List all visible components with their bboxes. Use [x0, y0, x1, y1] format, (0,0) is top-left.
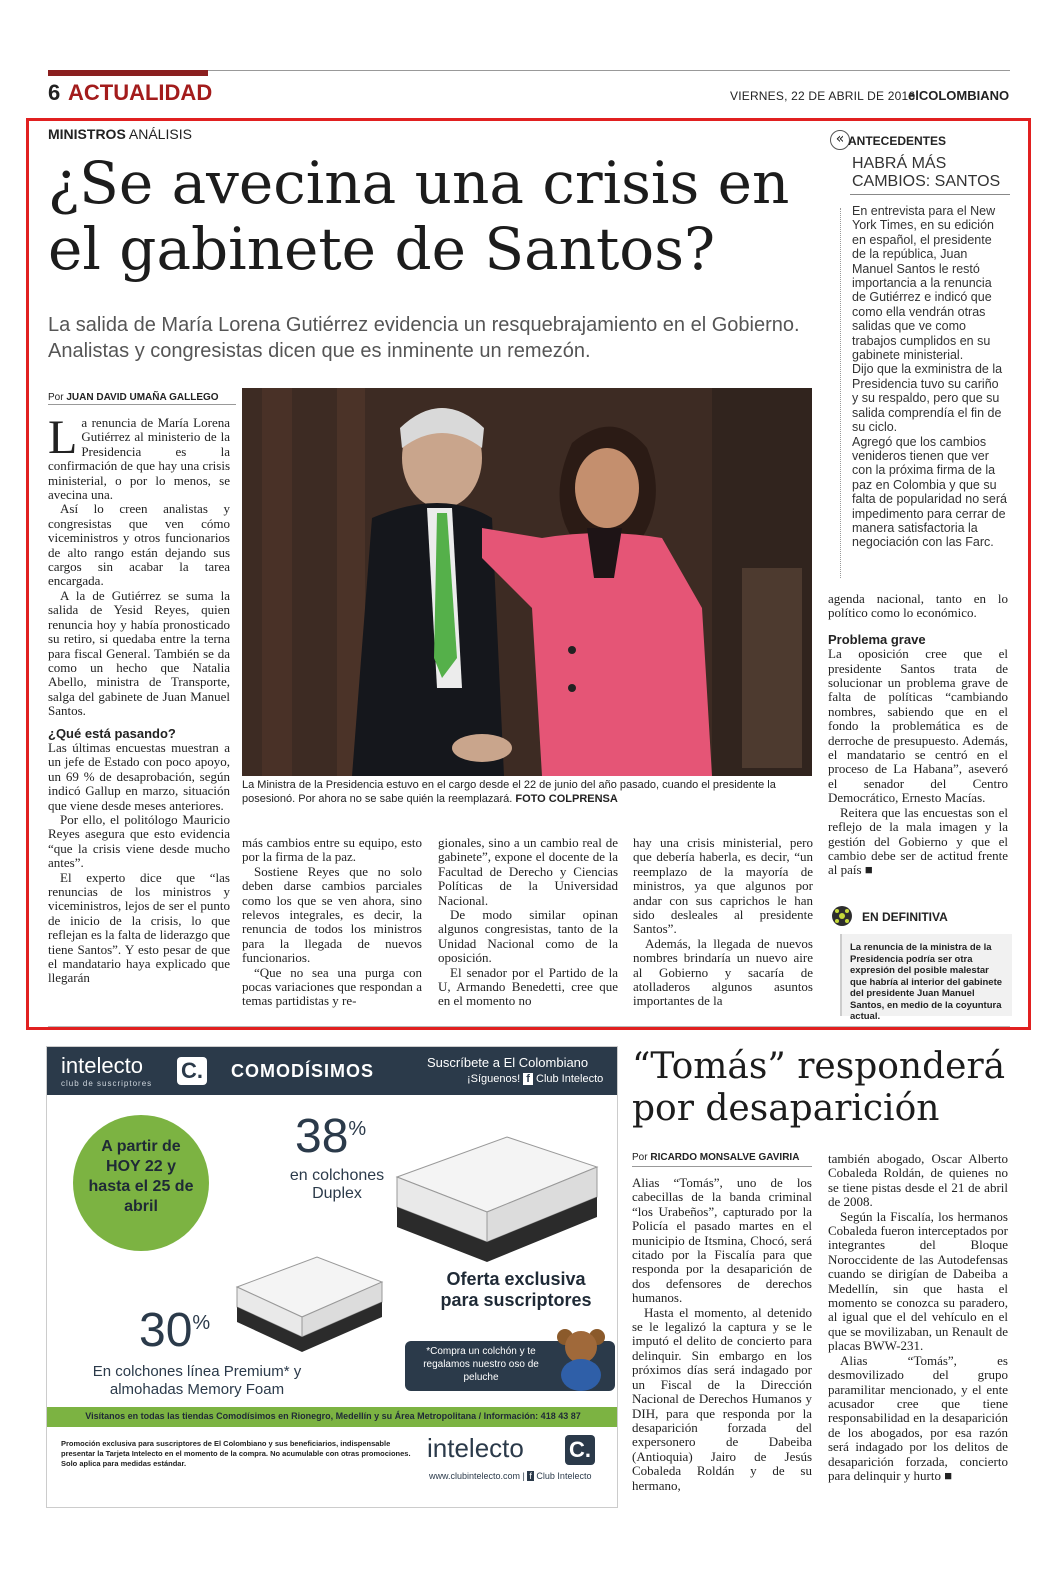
- paragraph: Alias “Tomás”, es desmovilizado del grupo paramilitar mencionado, y el ente acusador cree que tiene responsabilidad en la desaparición de los abogados, por esa razón será indagado por los delitos de desaparición forzada, concierto para delinquir y hurto ■: [828, 1352, 1008, 1483]
- second-headline: “Tomás” responderá por desaparición: [632, 1046, 1006, 1129]
- offer2-percent: 30%: [139, 1304, 211, 1357]
- article-column-2: [242, 836, 422, 1009]
- page-number: 6: [48, 80, 61, 105]
- key-point-icon: [832, 906, 852, 926]
- paragraph: Las últimas encuestas muestran a un jefe de Estado con poco apoyo, un 69 % de desaprobación, según indicó Gallup en marzo, situación que viene desde meses anteriores.: [48, 739, 230, 813]
- offer1-percent: 38%: [295, 1110, 367, 1163]
- sidebar-paragraph: Dijo que la exministra de la Presidencia tuvo su cariño y su respaldo, pero que su salida comprendía el fin de su ciclo.: [852, 362, 1003, 435]
- offer2-text: En colchones línea Premium* y almohadas Memory Foam: [92, 1363, 302, 1398]
- byline-prefix: Por: [48, 392, 67, 403]
- facebook-icon: f: [529, 1471, 532, 1481]
- teddy-bear-icon: [551, 1323, 611, 1393]
- sidebar-label: ANTECEDENTES: [848, 134, 947, 148]
- sidebar-title: HABRÁ MÁS CAMBIOS: SANTOS: [852, 155, 1001, 190]
- byline-author: JUAN DAVID UMAÑA GALLEGO: [66, 392, 219, 403]
- ad-store: COMODÍSIMOS: [231, 1061, 375, 1081]
- paragraph: Hasta el momento, al detenido se le legalizó la captura y se le imputó el delito de concierto para delinquir. Sin embargo en los próximos días será indagado por un Fiscal de la Dirección Nacional de Derechos Humanos y DIH, para que responda por la desaparición forzada del expersonero de Dabeiba (Antioquia) Jairo de Jesús Cobaleda Roldán y de su hermano,: [632, 1304, 812, 1493]
- article-column-1: [48, 411, 230, 986]
- offer2-number: 30: [139, 1304, 193, 1357]
- paragraph: Por ello, el politólogo Mauricio Reyes asegura que esto evidencia “que la crisis viene desde mucho antes”.: [48, 811, 230, 871]
- second-column-1: [632, 1176, 812, 1493]
- paragraph: a renuncia de María Lorena Gutiérrez al ministerio de la Presidencia es la confirmación de que hay una crisis ministerial, o por lo menos, se avecina una.: [48, 415, 230, 503]
- definitiva-label: EN DEFINITIVA: [862, 910, 948, 924]
- facebook-icon: f: [523, 1073, 533, 1085]
- kicker-type: ANÁLISIS: [125, 126, 192, 142]
- photo-credit: FOTO COLPRENSA: [515, 793, 618, 805]
- caption-text: La Ministra de la Presidencia estuvo en el cargo desde el 22 de junio del año pasado, cuando el presidente la posesionó. Por ahora no se sabe quién la reemplazará.: [242, 779, 776, 805]
- ad-follow-text: ¡Síguenos!: [467, 1073, 521, 1085]
- ad-footer-links: www.clubintelecto.com | f Club Intelecto: [429, 1471, 592, 1481]
- paragraph: El senador por el Partido de la U, Armando Benedetti, cree que en el momento no: [438, 964, 618, 1009]
- second-byline: [632, 1152, 799, 1163]
- offer1-number: 38: [295, 1110, 349, 1163]
- article-photo: [242, 388, 812, 776]
- byline-prefix: Por: [632, 1152, 651, 1163]
- ad-brand: intelecto: [61, 1053, 143, 1078]
- paragraph: A la de Gutiérrez se suma la salida de Yesid Reyes, quien renuncia hoy y había pronosticado su retiro, si quedaba entre la terna para fiscal General. También se da como un hecho que Natalia Abello, ministra de Transporte, salga del gabinete de Juan Manuel Santos.: [48, 587, 230, 719]
- subhead: ¿Qué está pasando?: [48, 725, 176, 741]
- article-deck: La salida de María Lorena Gutiérrez evidencia un resquebrajamiento en el Gobierno. Analistas y congresistas dicen que es inminente un remezón.: [48, 314, 800, 362]
- paragraph: “Que no sea una purga con pocas variaciones que respondan a temas partidistas y re-: [242, 964, 422, 1009]
- premium-mattress-icon: [227, 1247, 387, 1357]
- paragraph: Reitera que las encuestas son el reflejo de la mala imagen y la gestión del Gobierno y que el cambio debe ser de actitud frente al país ■: [828, 804, 1008, 878]
- paragraph: Según la Fiscalía, los hermanos Cobaleda fueron interceptados por integrantes del Bloque Noroccidente de las Autodefensas cuando se dirigían de Dabeiba a Medellín, sin que hasta el momento se conozca su paradero, al igual que el del vehículo en el que se movilizaban, un Renault de placas BWW-231.: [828, 1208, 1008, 1354]
- article-kicker: [48, 126, 192, 142]
- duplex-mattress-icon: [387, 1117, 607, 1267]
- intelecto-logo-footer-icon: C.: [565, 1435, 595, 1465]
- sidebar-text: [852, 204, 1007, 550]
- main-headline: ¿Se avecina una crisis en el gabinete de Santos?: [48, 149, 790, 283]
- paragraph: Así lo creen analistas y congresistas que ven cómo viceministros y otros funcionarios de alto rango están dejando sus cargos sin acabar la tarea encargada.: [48, 501, 230, 589]
- paragraph: gionales, sino a un cambio real de gabinete”, expone el docente de la Facultad de Derecho y Ciencias Políticas de la Universidad Nacional.: [438, 835, 618, 908]
- sidebar-rule: [850, 194, 1010, 195]
- article-column-4: [633, 836, 813, 1009]
- ad-exclusive: Oferta exclusiva para suscriptores: [440, 1269, 592, 1310]
- bear-offer-text: *Compra un colchón y te regalamos nuestro oso de peluche: [423, 1346, 539, 1383]
- ad-fb-footer: Club Intelecto: [536, 1471, 592, 1481]
- article-column-5: [828, 592, 1008, 878]
- ad-visit-text: Visítanos en todas las tiendas Comodísimos en Rionegro, Medellín y su Área Metropolitana / Información: 418 43 87: [85, 1411, 581, 1421]
- paragraph: El experto dice que “las renuncias de los ministros y viceministros, lejos de ser el punto de inicio de la crisis, lo que reflejan es la falta de liderazgo que tiene Santos”. Y esto pesar de que el mandatario haya explicado que llegarán: [48, 869, 230, 986]
- photo-illustration: [242, 388, 812, 776]
- ad-brand-sub: club de suscriptores: [61, 1079, 153, 1088]
- byline: [48, 392, 219, 403]
- byline-rule: [48, 404, 236, 405]
- byline-author: RICARDO MONSALVE GAVIRIA: [650, 1152, 800, 1163]
- sidebar-paragraph: Agregó que los cambios venideros tienen que ver con la próxima firma de la paz en Colombia y que su falta de popularidad no será impedimento para cerrar de manera satisfactoria la negociación con las Farc.: [852, 434, 1007, 550]
- ad-promo-text: Promoción exclusiva para suscriptores de El Colombiano y sus beneficiarios, indispensable presentar la Tarjeta Intelecto en el momento de la compra. No acumulable con otras promociones. Solo aplica para medidas estándar.: [61, 1439, 411, 1468]
- second-column-2: [828, 1152, 1008, 1483]
- sidebar-border: [840, 208, 841, 578]
- sidebar-paragraph: En entrevista para el New York Times, en su edición en español, el presidente de la república, Juan Manuel Santos le restó importancia a la renuncia de Gutiérrez e indicó que como ella vendrán otras salidas que ve como trabajos cumplidos en su gabinete ministerial.: [852, 204, 996, 363]
- photo-caption: [242, 778, 812, 806]
- paragraph: Sostiene Reyes que no solo deben darse cambios parciales como los que se ven ahora, sino relevos integrales, es decir, la renuncia de todos los ministros para la llegada de nuevos funcionarios.: [242, 863, 422, 966]
- paragraph: también abogado, Oscar Alberto Cobaleda Roldán, de quienes no se tiene pistas desde el 21 de abril de 2008.: [828, 1151, 1008, 1210]
- ad-brand-footer: intelecto: [427, 1433, 524, 1463]
- header-accent-bar: [48, 70, 208, 76]
- paragraph: agenda nacional, tanto en lo político como lo económico.: [828, 591, 1008, 621]
- issue-date: VIERNES, 22 DE ABRIL DE 2016: [730, 89, 916, 103]
- ad-date-text: A partir de HOY 22 y hasta el 25 de abril: [88, 1138, 194, 1215]
- paragraph: hay una crisis ministerial, pero que debería haberla, es decir, “un reemplazo de la mayoría de ministros, ya que algunos por andar con sus caprichos le han sido desleales al presidente Santos”.: [633, 835, 813, 937]
- section-divider: [48, 1026, 1010, 1027]
- paragraph: De modo similar opinan algunos congresistas, tanto de la Unidad Nacional como de la oposición.: [438, 907, 618, 966]
- subhead: Problema grave: [828, 631, 926, 647]
- paragraph: más cambios entre su equipo, esto por la firma de la paz.: [242, 835, 422, 865]
- ad-facebook-text: Club Intelecto: [536, 1073, 604, 1085]
- article-column-3: [438, 836, 618, 1009]
- ad-url: www.clubintelecto.com: [429, 1471, 521, 1481]
- definitiva-text: La renuncia de la ministra de la Presidencia podría ser otra expresión del posible malestar que habría al interior del gabinete del presidente Juan Manuel Santos, en medio de la coyuntura actual.: [850, 942, 1003, 1022]
- offer1-text: en colchones Duplex: [289, 1167, 385, 1202]
- byline-rule: [632, 1166, 812, 1167]
- intelecto-logo-icon: C.: [177, 1057, 207, 1085]
- advertisement: [46, 1046, 618, 1508]
- drop-cap: L: [48, 411, 78, 464]
- ad-follow: [467, 1073, 603, 1085]
- section-title: ACTUALIDAD: [68, 80, 213, 105]
- paragraph: Además, la llegada de nuevos nombres brindaría un nuevo aire al Gobierno y sacaría de atolladeros algunos asuntos importantes de la: [633, 935, 813, 1009]
- paragraph: La oposición cree que el presidente Santos trata de solucionar un problema grave de falta de políticas “cambiando nombres, sabiendo que en el fondo la problemática es de derroche de presupuesto. Además, el mandatario se centró en el proceso de La Habana”, aseveró el senador del Centro Democrático, Ernesto Macías.: [828, 646, 1008, 806]
- kicker-topic: MINISTROS: [48, 126, 126, 142]
- ad-subscribe: Suscríbete a El Colombiano: [427, 1055, 589, 1070]
- paragraph: Alias “Tomás”, uno de los cabecillas de la banda criminal “los Urabeños”, capturado por la Policía el pasado martes en el municipio de Itsmina, Chocó, será citado por la Fiscalía para que responda por la desaparición de dos defensores de derechos humanos.: [632, 1175, 812, 1306]
- double-chevron-left-icon: «: [830, 130, 850, 150]
- newspaper-name: elCOLOMBIANO: [908, 88, 1010, 103]
